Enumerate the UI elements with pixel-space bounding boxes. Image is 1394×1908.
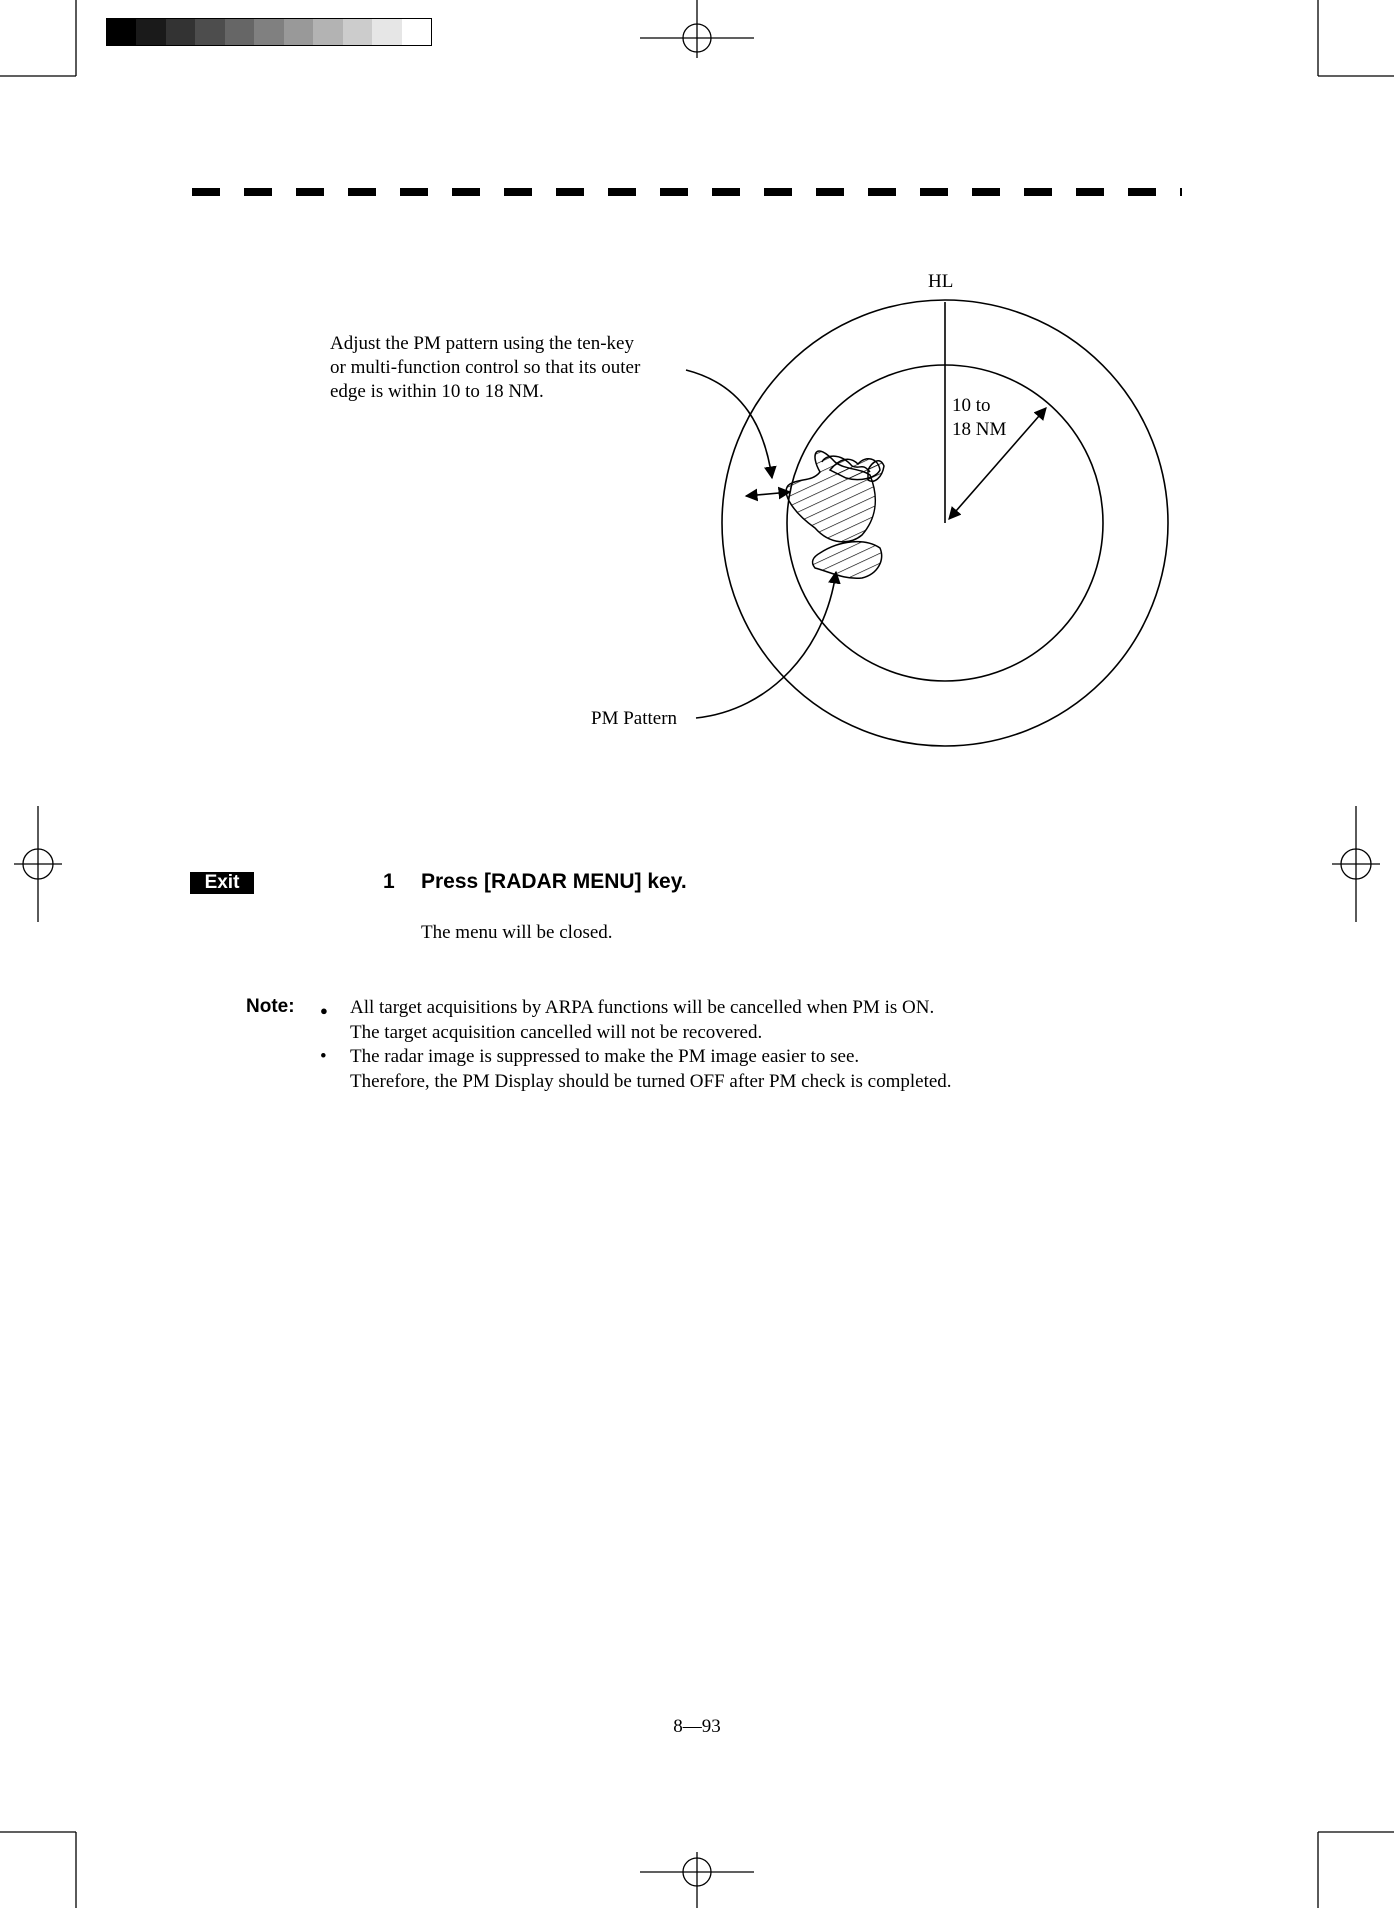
range-label	[952, 394, 1006, 442]
callout-line: or multi-function control so that its outer	[330, 357, 641, 378]
note-line: The target acquisition cancelled will not be recovered.	[350, 1021, 763, 1043]
note-line: Therefore, the PM Display should be turned OFF after PM check is completed.	[350, 1070, 952, 1092]
note-label: Note:	[246, 996, 295, 1017]
step-result: The menu will be closed.	[421, 922, 613, 943]
pm-pattern-petals	[786, 451, 884, 578]
note-line: All target acquisitions by ARPA functions will be cancelled when PM is ON.	[350, 997, 935, 1018]
note-line: The radar image is suppressed to make the PM image easier to see.	[350, 1046, 860, 1067]
step-number: 1	[383, 870, 395, 893]
range-label-line: 10 to	[952, 395, 991, 416]
bullet-icon: ●	[320, 1003, 328, 1018]
pm-adjust-callout	[330, 332, 710, 404]
note-item	[320, 996, 1220, 1045]
bullet-icon: •	[320, 1046, 327, 1067]
pattern-callout-curve	[696, 572, 836, 718]
note-list	[320, 996, 1220, 1094]
edge-arrow	[746, 492, 790, 496]
hl-label: HL	[928, 271, 954, 292]
page-number: 8—93	[673, 1716, 721, 1737]
exit-badge: Exit	[190, 872, 254, 894]
range-label-line: 18 NM	[952, 419, 1007, 440]
note-item	[320, 1045, 1220, 1094]
callout-line: Adjust the PM pattern using the ten-key	[330, 333, 634, 354]
pm-pattern-label: PM Pattern	[591, 708, 678, 729]
step-instruction: Press [RADAR MENU] key.	[421, 870, 687, 893]
callout-line: edge is within 10 to 18 NM.	[330, 381, 544, 402]
